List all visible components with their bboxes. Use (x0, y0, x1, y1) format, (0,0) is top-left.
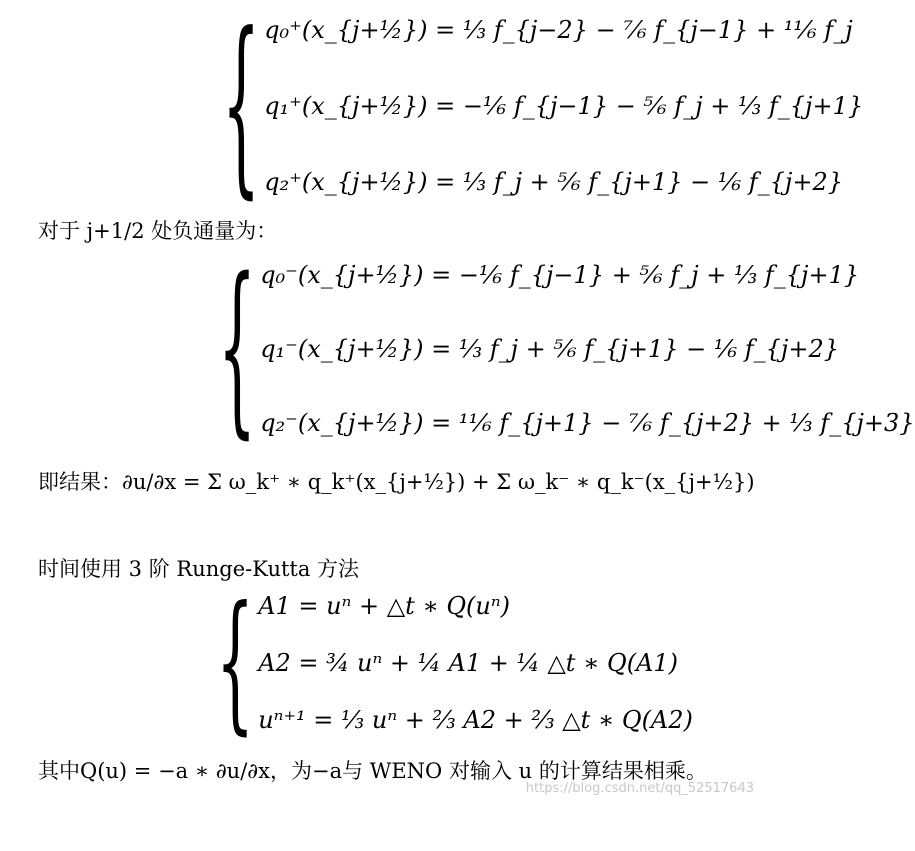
negative-flux-system (218, 240, 915, 458)
equation-row: q₀⁻(x_{j+½}) = −⅙ f_{j−1} + ⁵⁄₆ f_j + ⅓ f_{j+1} (260, 261, 860, 289)
negative-flux-label: 对于 j+1/2 处负通量为： (38, 219, 278, 243)
final-line: 其中Q(u) = −a ∗ ∂u/∂x，为−a与 WENO 对输入 u 的计算结果相乘。 (38, 759, 707, 783)
equation-row: q₁⁻(x_{j+½}) = ⅓ f_j + ⁵⁄₆ f_{j+1} − ⅙ f_{j+2} (260, 335, 840, 363)
left-brace: { (216, 575, 255, 751)
equation-row: q₂⁻(x_{j+½}) = ¹¹⁄₆ f_{j+1} − ⁷⁄₆ f_{j+2} + ⅓ f_{j+3} (260, 409, 915, 437)
left-brace: { (222, 0, 261, 218)
positive-flux-system (222, 0, 864, 218)
equation-row: A2 = ¾ uⁿ + ¼ A1 + ¼ △t ∗ Q(A1) (258, 649, 679, 677)
left-brace: { (218, 240, 257, 458)
equation-row: q₁⁺(x_{j+½}) = −⅙ f_{j−1} − ⁵⁄₆ f_j + ⅓ f_{j+1} (264, 92, 864, 120)
equation-row: A1 = uⁿ + △t ∗ Q(uⁿ) (258, 592, 510, 620)
watermark: https://blog.csdn.net/qq_52517643 (525, 781, 754, 796)
equation-row: q₀⁺(x_{j+½}) = ⅓ f_{j−2} − ⁷⁄₆ f_{j−1} + ¹¹⁄₆ f_j (264, 16, 853, 44)
runge-kutta-system (216, 575, 693, 751)
equation-row: q₂⁺(x_{j+½}) = ⅓ f_j + ⁵⁄₆ f_{j+1} − ⅙ f_{j+2} (264, 168, 844, 196)
time-integration-label: 时间使用 3 阶 Runge-Kutta 方法 (38, 557, 360, 581)
equation-row: uⁿ⁺¹ = ⅓ uⁿ + ⅔ A2 + ⅔ △t ∗ Q(A2) (258, 706, 693, 734)
result-line: 即结果：∂u/∂x = Σ ω_k⁺ ∗ q_k⁺(x_{j+½}) + Σ ω_k⁻ ∗ q_k⁻(x_{j+½}) (38, 470, 755, 494)
